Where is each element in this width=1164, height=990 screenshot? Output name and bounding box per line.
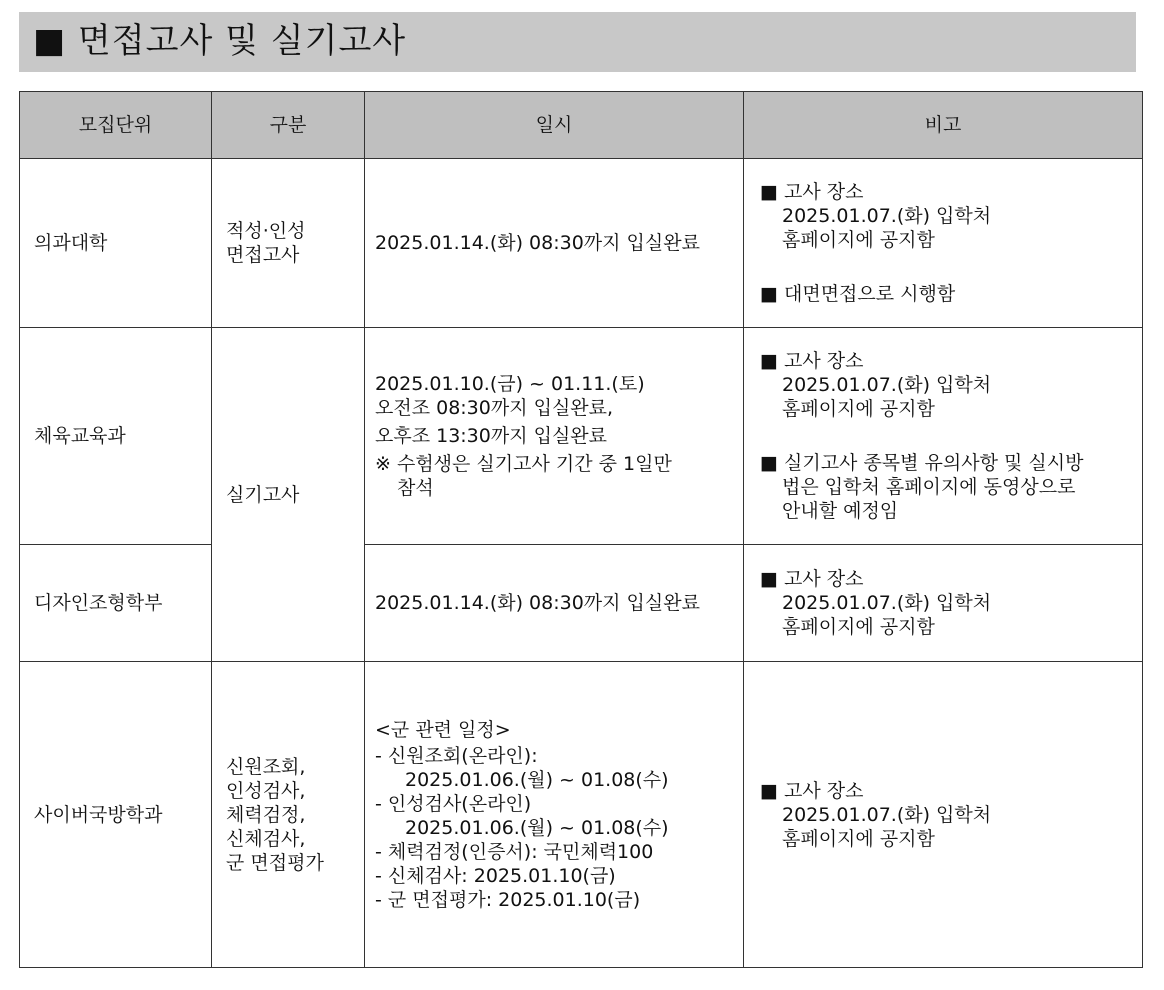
type-cell	[212, 662, 365, 968]
type-line: 신체검사,	[226, 827, 306, 850]
date-line: 오후조 13:30까지 입실완료	[375, 425, 608, 447]
type-line: 신원조회,	[226, 755, 306, 778]
note-bullet: ■ 대면면접으로 시행함	[760, 283, 956, 305]
date-line: - 신원조회(온라인):	[375, 744, 538, 767]
note-line: 2025.01.07.(화) 입학처	[782, 205, 992, 227]
header-unit: 모집단위	[20, 92, 212, 159]
note-line: 홈페이지에 공지함	[782, 827, 935, 850]
table-row	[20, 328, 1143, 545]
date-line: - 인성검사(온라인)	[375, 792, 532, 815]
header-date: 일시	[365, 92, 744, 159]
note-line: 2025.01.07.(화) 입학처	[782, 803, 992, 826]
note-bullet: ■ 실기고사 종목별 유의사항 및 실시방	[760, 452, 1084, 474]
note-line: 2025.01.07.(화) 입학처	[782, 592, 992, 614]
date-line: 2025.01.06.(월) ~ 01.08(수)	[405, 768, 669, 791]
note-line: 법은 입학처 홈페이지에 동영상으로	[782, 476, 1076, 498]
note-line: 홈페이지에 공지함	[782, 229, 935, 251]
date-line: 2025.01.10.(금) ~ 01.11.(토)	[375, 373, 645, 395]
note-bullet: ■ 고사 장소	[760, 779, 864, 802]
note-cell	[744, 328, 1143, 545]
table-row	[20, 159, 1143, 328]
date-line: 참석	[397, 477, 434, 499]
type-line: 인성검사,	[226, 779, 306, 802]
type-line: 군 면접평가	[226, 851, 324, 874]
date-line: <군 관련 일정>	[375, 718, 511, 741]
note-line: 안내할 예정임	[782, 500, 899, 522]
unit-cell: 체육교육과	[20, 328, 212, 545]
date-line: - 신체검사: 2025.01.10(금)	[375, 864, 616, 887]
table-row	[20, 662, 1143, 968]
section-title-bar	[19, 12, 1136, 72]
header-row	[20, 92, 1143, 159]
type-cell	[212, 159, 365, 328]
note-cell	[744, 662, 1143, 968]
note-bullet: ■ 고사 장소	[760, 350, 864, 372]
note-cell	[744, 159, 1143, 328]
note-cell	[744, 545, 1143, 662]
section-title: ■ 면접고사 및 실기고사	[33, 21, 407, 61]
note-line: 홈페이지에 공지함	[782, 398, 935, 420]
date-line: 2025.01.14.(화) 08:30까지 입실완료	[375, 592, 700, 614]
unit-cell: 사이버국방학과	[20, 662, 212, 968]
unit-cell: 디자인조형학부	[20, 545, 212, 662]
date-cell	[365, 545, 744, 662]
unit-cell: 의과대학	[20, 159, 212, 328]
date-line: 2025.01.06.(월) ~ 01.08(수)	[405, 816, 669, 839]
note-line: 홈페이지에 공지함	[782, 616, 935, 638]
type-cell	[212, 328, 365, 662]
header-type: 구분	[212, 92, 365, 159]
date-cell	[365, 662, 744, 968]
date-line: ※ 수험생은 실기고사 기간 중 1일만	[375, 453, 672, 475]
date-line: - 군 면접평가: 2025.01.10(금)	[375, 888, 641, 911]
note-bullet: ■ 고사 장소	[760, 568, 864, 590]
date-line: - 체력검정(인증서): 국민체력100	[375, 840, 654, 863]
type-line: 면접고사	[226, 244, 300, 266]
date-cell	[365, 159, 744, 328]
note-bullet: ■ 고사 장소	[760, 181, 864, 203]
date-cell	[365, 328, 744, 545]
note-line: 2025.01.07.(화) 입학처	[782, 374, 992, 396]
header-note: 비고	[744, 92, 1143, 159]
type-line: 체력검정,	[226, 803, 306, 826]
date-line: 2025.01.14.(화) 08:30까지 입실완료	[375, 232, 700, 254]
type-line: 실기고사	[226, 483, 300, 506]
type-line: 적성·인성	[226, 220, 306, 242]
table-row	[20, 545, 1143, 662]
exam-schedule-table	[19, 91, 1143, 968]
date-line: 오전조 08:30까지 입실완료,	[375, 397, 614, 419]
